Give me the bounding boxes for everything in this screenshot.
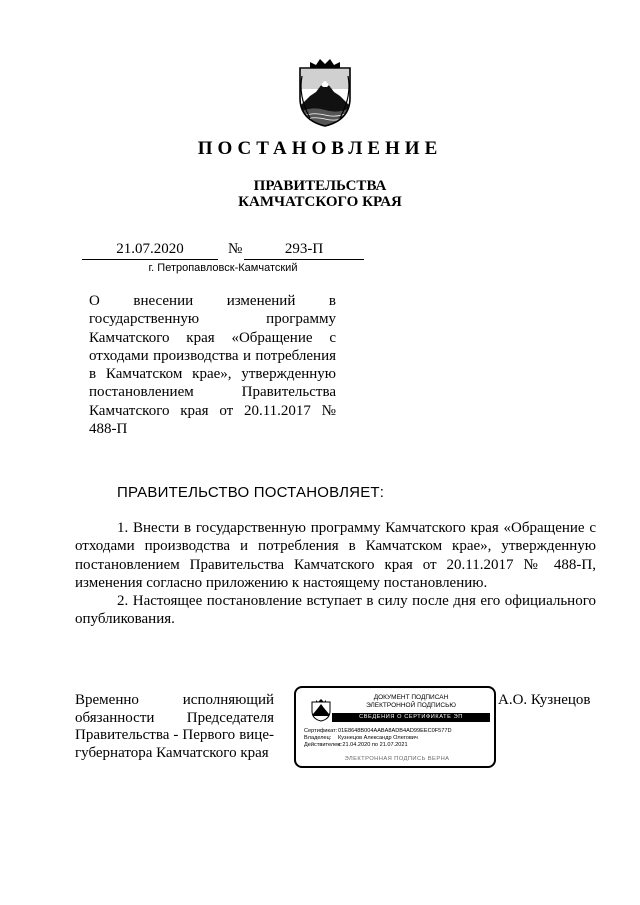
stamp-header-line: ДОКУМЕНТ ПОДПИСАН [373,694,449,701]
subject-line: Камчатского края «Обращение с [89,329,336,346]
certificate-value: 01E8648B004AABA8ADB4AD99EEC0F577D [338,728,452,734]
position-line: Временно исполняющий [75,692,274,708]
document-type-title: ПОСТАНОВЛЕНИЕ [197,138,443,159]
stamp-header-line: ЭЛЕКТРОННОЙ ПОДПИСЬЮ [366,702,456,709]
issuer-line-2: КАМЧАТСКОГО КРАЯ [238,194,402,210]
certificate-row [304,728,494,735]
number-sign: № [228,241,243,257]
owner-value: Кузнецов Александр Олегович [338,735,418,741]
position-line: обязанности Председателя [75,709,274,726]
subject-line: в Камчатском крае», утвержденную [89,366,336,383]
issuer-line-1: ПРАВИТЕЛЬСТВА [253,178,387,194]
subject-line: постановлением Правительства [89,384,336,401]
stamp-footer: ЭЛЕКТРОННАЯ ПОДПИСЬ ВЕРНА [344,756,450,762]
subject-line: 488-П [89,421,128,438]
subject-line: государственную программу [89,311,336,328]
body-paragraph: 1. Внести в государственную программу Камчатского края «Обращение с отходами производства и потребления в Камчатском крае», утвержденную постановлением Правительства Камчатского края от 20.11.2017 № 488-П, изменения согласно приложению к настоящему постановлению. [75,520,596,591]
certificate-title-bar: СВЕДЕНИЯ О СЕРТИФИКАТЕ ЭП [332,713,490,722]
digital-signature-stamp [294,686,496,768]
body-paragraph: 2. Настоящее постановление вступает в силу после дня его официального опубликования. [75,593,596,628]
validity-label: Действителен: [304,742,342,748]
document-city: г. Петропавловск-Камчатский [148,262,298,274]
signatory-name: А.О. Кузнецов [498,692,591,708]
position-line: губернатора Камчатского края [75,744,269,761]
stamp-header [336,694,486,710]
certificate-details [304,728,494,749]
certificate-label: Сертификат: [304,728,338,734]
emblem-icon [310,698,332,722]
resolves-heading: ПРАВИТЕЛЬСТВО ПОСТАНОВЛЯЕТ: [117,484,385,501]
signatory-position [75,692,274,762]
subject-line: отходами производства и потребления [89,347,336,364]
document-body [75,519,596,629]
certificate-row [304,742,494,749]
document-subject [89,292,336,438]
kamchatka-emblem-icon [296,56,354,128]
validity-value: с 21.04.2020 по 21.07.2021 [338,742,408,748]
subject-line: Камчатского края от 20.11.2017 № [89,402,336,419]
owner-label: Владелец: [304,735,332,741]
document-number: 293-П [244,241,364,260]
position-line: Правительства - Первого вице- [75,727,274,743]
document-date: 21.07.2020 [82,241,218,260]
certificate-row [304,735,494,742]
subject-line: О внесении изменений в [89,293,336,309]
